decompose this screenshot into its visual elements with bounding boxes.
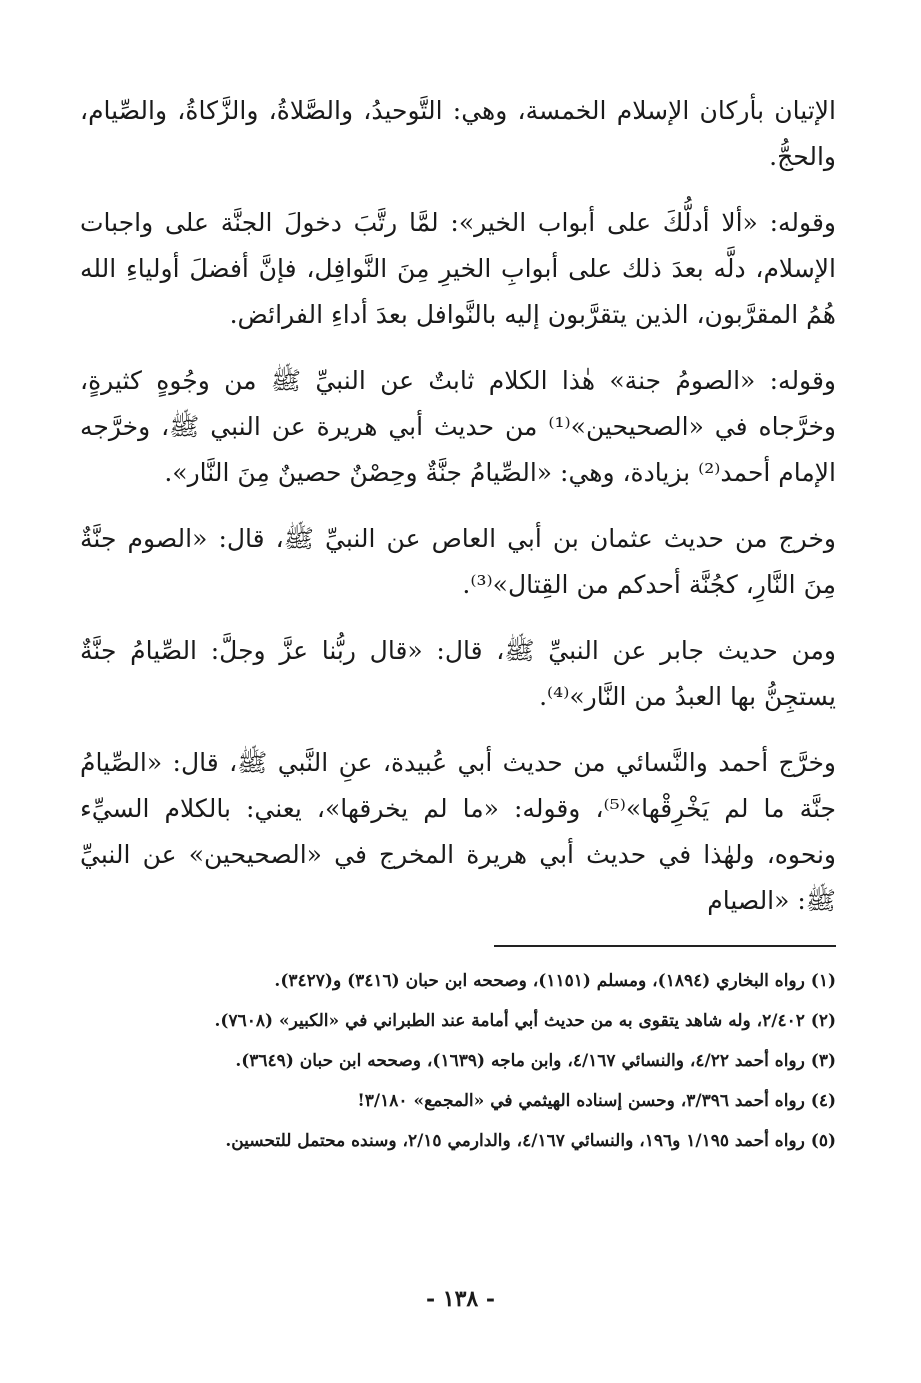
page-body (80, 88, 836, 944)
footnote: (٤) رواه أحمد ٣/٣٩٦، وحسن إسناده الهيثمي في «المجمع» ٣/١٨٠! (357, 1091, 836, 1111)
footnotes (80, 963, 836, 1163)
footnote: (١) رواه البخاري (١٨٩٤)، ومسلم (١١٥١)، وصححه ابن حبان (٣٤١٦) و(٣٤٢٧). (274, 971, 836, 991)
paragraph: وقوله: «ألا أدلُّكَ على أبواب الخير»: لمَّا رتَّبَ دخولَ الجنَّة على واجبات الإسلام، دلَّه بعدَ ذلك على أبوابِ الخيرِ مِنَ النَّوافِل، فإنَّ أفضلَ أولياءِ الله هُمُ المقرَّبون، الذين يتقرَّبون إليه بالنَّوافل بعدَ أداءِ الفرائض. (80, 208, 836, 329)
paragraph: الإتيان بأركان الإسلام الخمسة، وهي: التَّوحيدُ، والصَّلاةُ، والزَّكاةُ، والصِّيام، والحجُّ. (80, 96, 836, 171)
main-text (80, 88, 836, 924)
footnote-divider (494, 945, 836, 947)
page-number: - ١٣٨ - (425, 1286, 496, 1312)
paragraph: وخرج من حديث عثمان بن أبي العاص عن النبيِّ ﷺ، قال: «الصوم جنَّةٌ مِنَ النَّارِ، كجُنَّة أحدكم من القِتال»⁽³⁾. (80, 524, 836, 599)
footnote: (٣) رواه أحمد ٤/٢٢، والنسائي ٤/١٦٧، وابن ماجه (١٦٣٩)، وصححه ابن حبان (٣٦٤٩). (235, 1051, 836, 1071)
paragraph: ومن حديث جابر عن النبيِّ ﷺ، قال: «قال ربُّنا عزَّ وجلَّ: الصِّيامُ جنَّةٌ يستجِنُّ بها العبدُ من النَّار»⁽⁴⁾. (80, 636, 836, 711)
paragraph: وخرَّج أحمد والنَّسائي من حديث أبي عُبيدة، عنِ النَّبي ﷺ، قال: «الصِّيامُ جنَّة ما لم يَخْرِقْها»⁽⁵⁾، وقوله: «ما لم يخرقها»، يعني: بالكلام السيِّء ونحوه، ولهٰذا في حديث أبي هريرة المخرج في «الصحيحين» عن النبيِّ ﷺ: «الصيام (80, 748, 836, 915)
footnote: (٥) رواه أحمد ١/١٩٥ و١٩٦، والنسائي ٤/١٦٧، والدارمي ٢/١٥، وسنده محتمل للتحسين. (225, 1131, 836, 1151)
paragraph: وقوله: «الصومُ جنة» هٰذا الكلام ثابتٌ عن النبيِّ ﷺ من وجُوهٍ كثيرةٍ، وخرَّجاه في «الصحيحين»⁽¹⁾ من حديث أبي هريرة عن النبي ﷺ، وخرَّجه الإمام أحمد⁽²⁾ بزيادة، وهي: «الصِّيامُ جنَّةٌ وحِصْنٌ حصينٌ مِنَ النَّار». (80, 366, 837, 487)
footnote: (٢) ٢/٤٠٢، وله شاهد يتقوى به من حديث أبي أمامة عند الطبراني في «الكبير» (٧٦٠٨). (214, 1011, 836, 1031)
